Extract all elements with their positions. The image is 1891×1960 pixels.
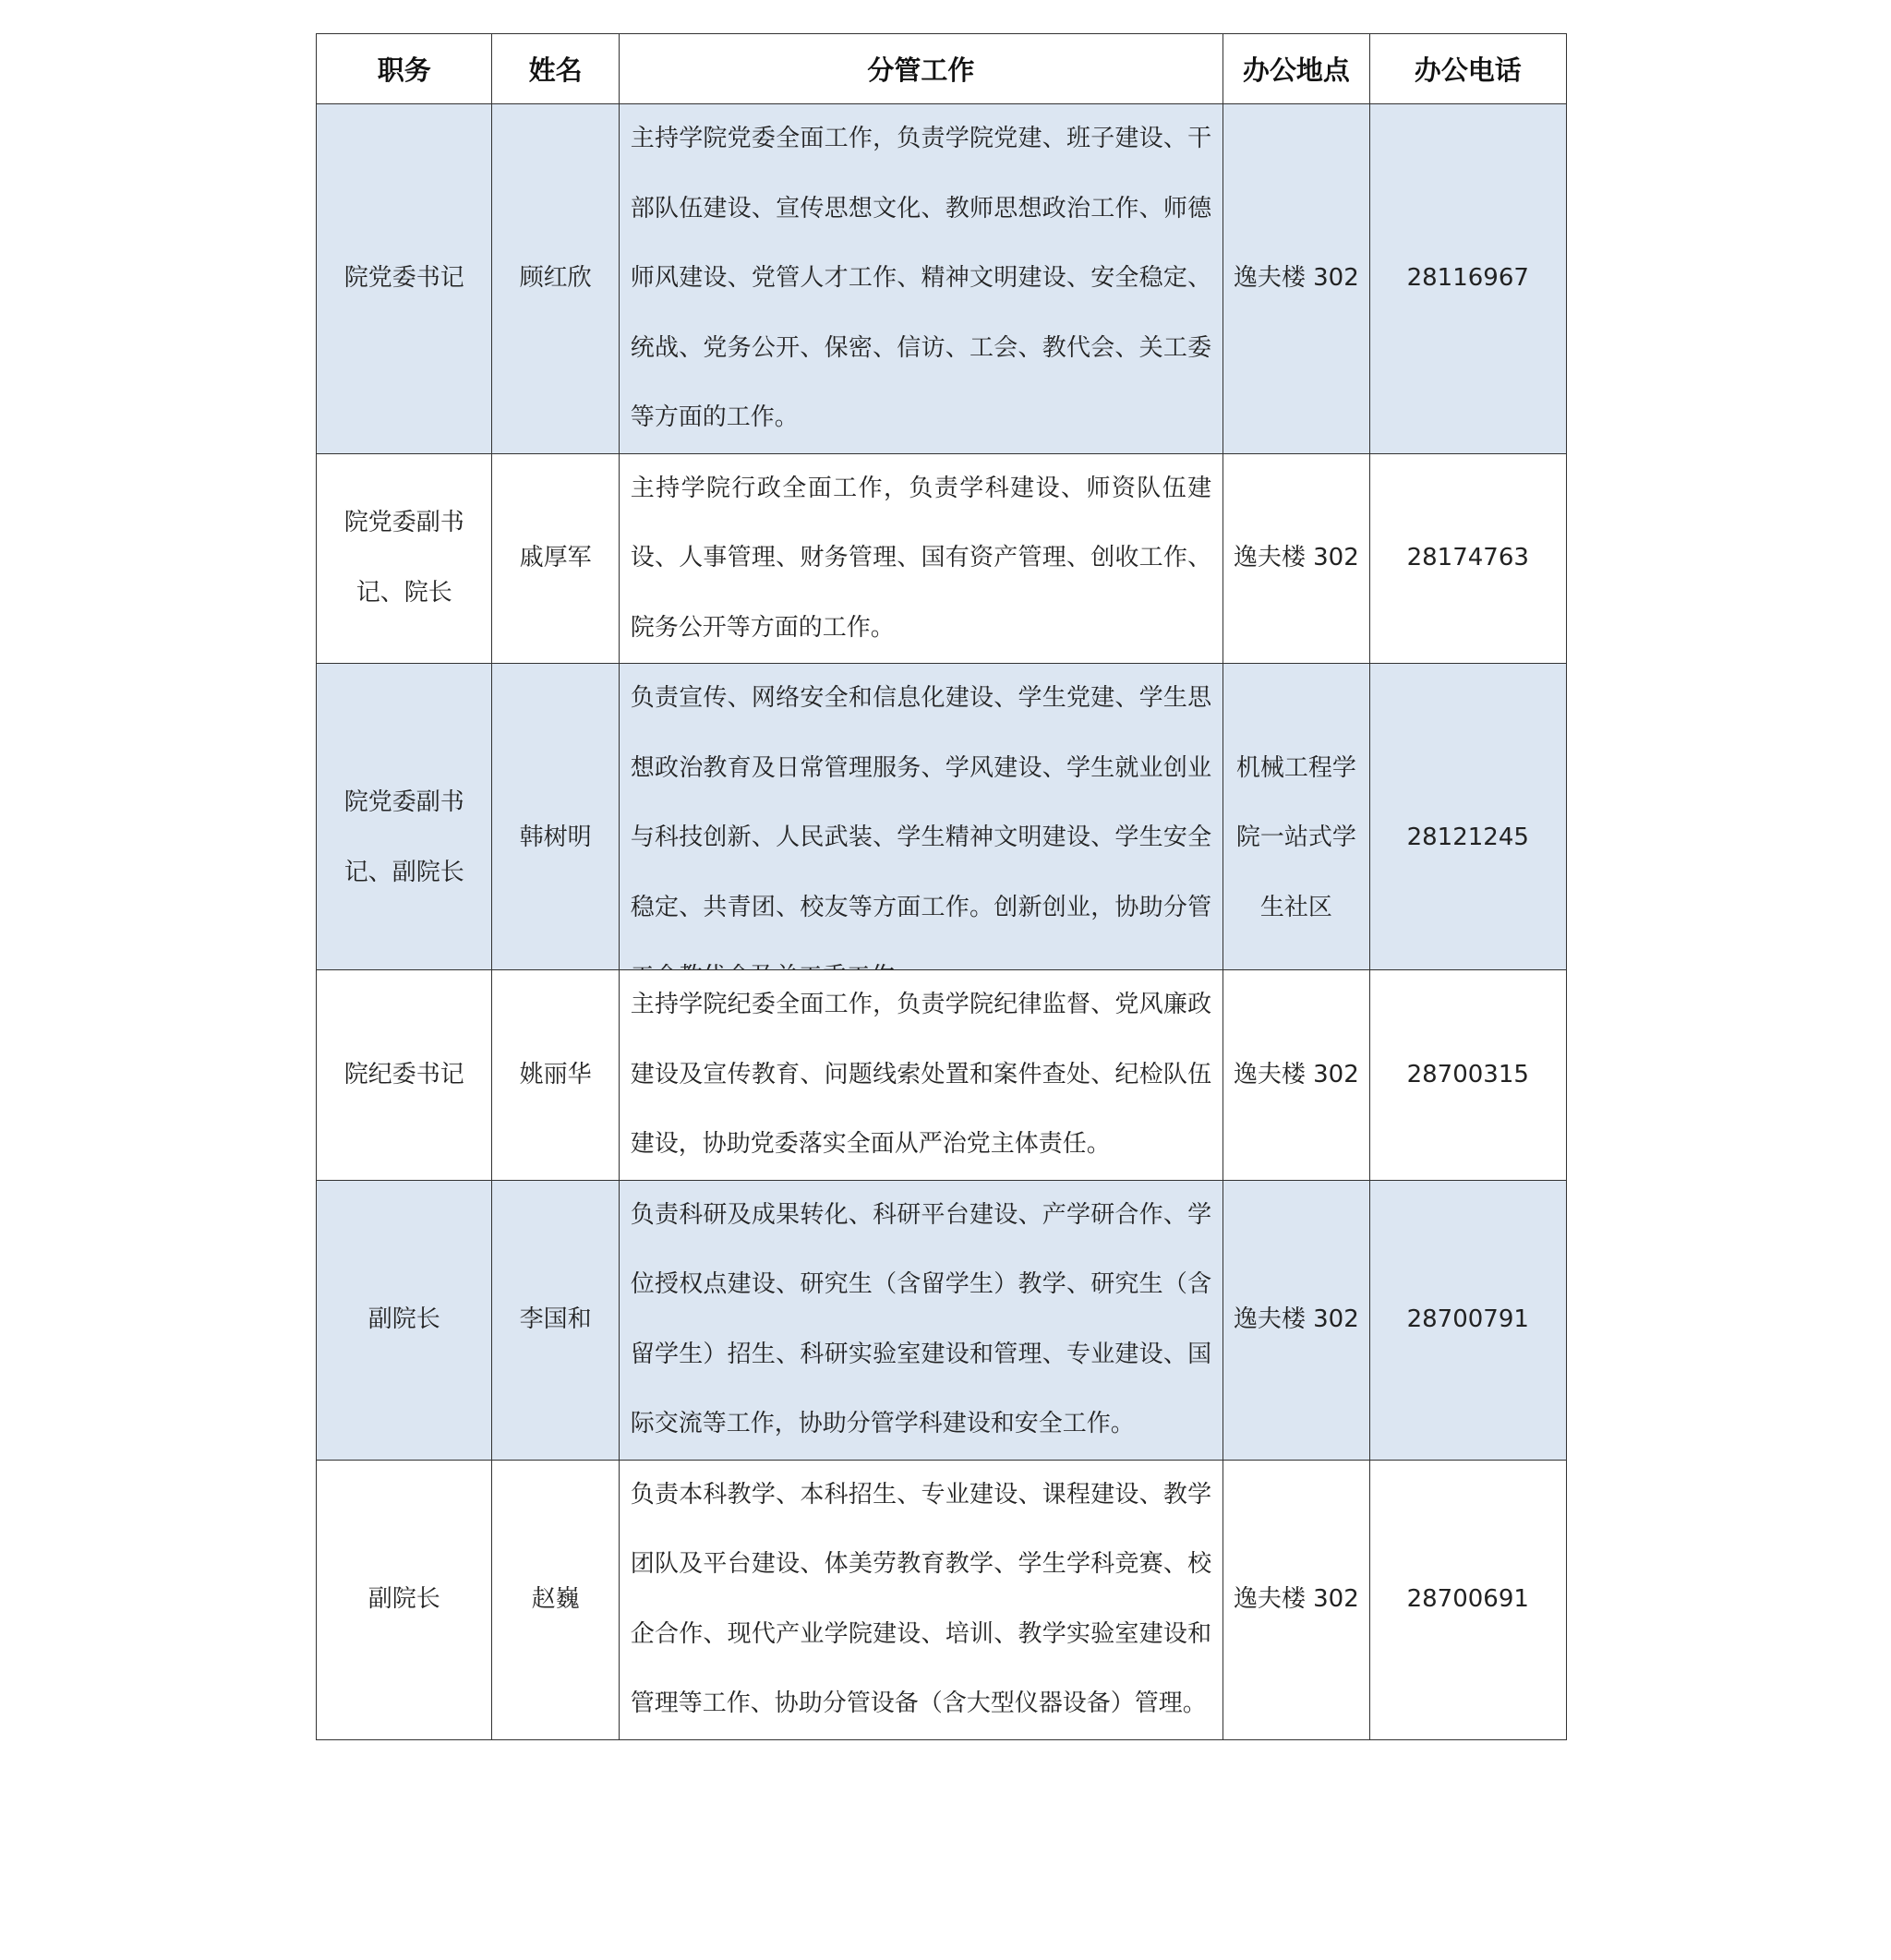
duties-cell: 负责宣传、网络安全和信息化建设、学生党建、学生思想政治教育及日常管理服务、学风建设、学生就业创业与科技创新、人民武装、学生精神文明建设、学生安全稳定、共青团、校友等方面工作。创新创业，协助分管 (619, 664, 1223, 1014)
leadership-table-part-1 (316, 33, 1567, 1014)
name-cell: 李国和 (492, 1180, 619, 1460)
table-row (317, 970, 1567, 1181)
table-row (317, 104, 1567, 454)
duties-cell: 主持学院党委全面工作，负责学院党建、班子建设、干部队伍建设、宣传思想文化、教师思想政治工作、师德师风建设、党管人才工作、精神文明建设、安全稳定、统战、党务公开、保密、信访、工会、教代会、关工委等方面的工作。 (619, 104, 1223, 454)
name-cell: 戚厚军 (492, 453, 619, 664)
post-cell: 院党委书记 (317, 104, 492, 454)
phone-cell: 28700691 (1369, 1460, 1567, 1739)
header-office: 办公地点 (1223, 34, 1369, 104)
duties-cell: 主持学院行政全面工作，负责学科建设、师资队伍建设、人事管理、财务管理、国有资产管理、创收工作、院务公开等方面的工作。 (619, 453, 1223, 664)
post-cell: 副院长 (317, 1180, 492, 1460)
header-name: 姓名 (492, 34, 619, 104)
phone-cell: 28174763 (1369, 453, 1567, 664)
office-cell: 逸夫楼 302 (1223, 1180, 1369, 1460)
office-cell: 逸夫楼 302 (1223, 453, 1369, 664)
table-header-row (317, 34, 1567, 104)
duties-cell: 负责科研及成果转化、科研平台建设、产学研合作、学位授权点建设、研究生（含留学生）教学、研究生（含留学生）招生、科研实验室建设和管理、专业建设、国际交流等工作，协助分管学科建设和安全工作。 (619, 1180, 1223, 1460)
post-cell: 副院长 (317, 1460, 492, 1739)
name-cell: 赵巍 (492, 1460, 619, 1739)
phone-cell: 28121245 (1369, 664, 1567, 1014)
header-post: 职务 (317, 34, 492, 104)
table-row (317, 664, 1567, 1014)
duties-cell: 负责本科教学、本科招生、专业建设、课程建设、教学团队及平台建设、体美劳教育教学、学生学科竞赛、校企合作、现代产业学院建设、培训、教学实验室建设和管理等工作、协助分管设备（含大型仪器设备）管理。 (619, 1460, 1223, 1739)
office-cell: 逸夫楼 302 (1223, 1460, 1369, 1739)
office-cell: 机械工程学院一站式学生社区 (1223, 664, 1369, 1014)
office-cell: 逸夫楼 302 (1223, 970, 1369, 1181)
table-row (317, 1460, 1567, 1739)
phone-cell: 28700315 (1369, 970, 1567, 1181)
name-cell: 姚丽华 (492, 970, 619, 1181)
office-cell: 逸夫楼 302 (1223, 104, 1369, 454)
post-cell: 院纪委书记 (317, 970, 492, 1181)
header-phone: 办公电话 (1369, 34, 1567, 104)
name-cell: 顾红欣 (492, 104, 619, 454)
table-row (317, 453, 1567, 664)
name-cell: 韩树明 (492, 664, 619, 1014)
post-cell: 院党委副书记、院长 (317, 453, 492, 664)
header-duties: 分管工作 (619, 34, 1223, 104)
table-row (317, 1180, 1567, 1460)
phone-cell: 28116967 (1369, 104, 1567, 454)
post-cell: 院党委副书记、副院长 (317, 664, 492, 1014)
phone-cell: 28700791 (1369, 1180, 1567, 1460)
leadership-table-part-2 (316, 969, 1567, 1740)
duties-cell: 主持学院纪委全面工作，负责学院纪律监督、党风廉政建设及宣传教育、问题线索处置和案件查处、纪检队伍建设，协助党委落实全面从严治党主体责任。 (619, 970, 1223, 1181)
